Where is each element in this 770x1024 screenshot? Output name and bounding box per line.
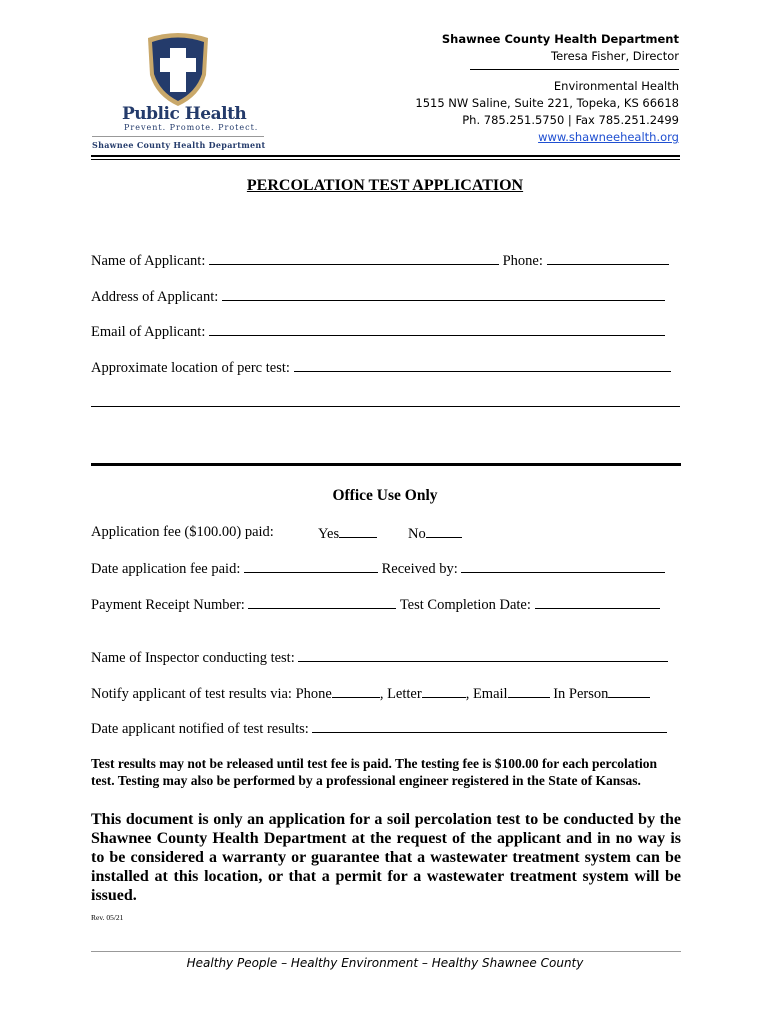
website-link[interactable]: www.shawneehealth.org [538, 130, 679, 144]
email-notify-label: , Email [465, 686, 508, 702]
shield-cross-icon [88, 30, 268, 110]
yes-field[interactable] [339, 524, 377, 538]
logo [88, 30, 268, 152]
applicant-email-field[interactable] [209, 322, 665, 336]
disclaimer-notice: This document is only an application for a soil percolation test to be conducted by the Shawnee County Health Department at the request of the applicant and in no way is to be considered a warranty or guarantee that a wastewater treatment system can be installed at this location, or that a permit for a wastewater treatment system will be issued. [91, 811, 681, 904]
notify-row [91, 684, 650, 703]
applicant-email-label: Email of Applicant: [91, 324, 206, 340]
letter-label: , Letter [379, 686, 422, 702]
phone-label: Phone: [502, 253, 543, 269]
applicant-address-row [91, 287, 665, 306]
fee-yes [318, 524, 377, 543]
received-label: Received by: [381, 561, 458, 577]
notify-label: Notify applicant of test results via: Phone [91, 686, 332, 702]
footer-tagline: Healthy People – Healthy Environment – Healthy Shawnee County [186, 956, 584, 970]
phone-notify-field[interactable] [332, 684, 380, 698]
office-heading: Office Use Only [332, 487, 438, 504]
logo-rule [92, 136, 264, 137]
logo-title: Public Health [122, 104, 247, 124]
header-division: Environmental Health [553, 79, 679, 93]
fee-label: Application fee ($100.00) paid: [91, 524, 274, 540]
applicant-name-label: Name of Applicant: [91, 253, 206, 269]
header-address: 1515 NW Saline, Suite 221, Topeka, KS 66618 [415, 96, 679, 110]
footer-rule [91, 951, 681, 952]
header-divider [470, 69, 679, 70]
notified-label: Date applicant notified of test results: [91, 721, 309, 737]
location-row [91, 358, 671, 377]
logo-dept: Shawnee County Health Department [92, 140, 266, 150]
phone-field[interactable] [547, 251, 669, 265]
logo-tagline: Prevent. Promote. Protect. [124, 123, 259, 132]
received-field[interactable] [461, 559, 665, 573]
receipt-row [91, 595, 660, 614]
inspector-field[interactable] [298, 648, 668, 662]
no-label: No [408, 526, 426, 542]
location-field-line2[interactable] [91, 406, 680, 407]
inspector-label: Name of Inspector conducting test: [91, 650, 295, 666]
receipt-label: Payment Receipt Number: [91, 597, 245, 613]
header-rule-top [91, 155, 680, 157]
applicant-address-label: Address of Applicant: [91, 289, 219, 305]
completion-label: Test Completion Date: [399, 597, 531, 613]
revision-label: Rev. 05/21 [91, 913, 124, 922]
no-field[interactable] [426, 524, 462, 538]
applicant-address-field[interactable] [222, 287, 665, 301]
header-director: Teresa Fisher, Director [551, 49, 679, 63]
inspector-row [91, 648, 668, 667]
fee-notice: Test results may not be released until test fee is paid. The testing fee is $100.00 for each percolation test. Testing may also be performed by a professional engineer registered in the State of Kansas. [91, 756, 657, 788]
applicant-email-row [91, 322, 665, 341]
date-paid-field[interactable] [244, 559, 378, 573]
applicant-name-field[interactable] [209, 251, 499, 265]
letter-notify-field[interactable] [422, 684, 466, 698]
fee-row [91, 524, 274, 541]
applicant-name-row [91, 251, 669, 270]
date-paid-row [91, 559, 665, 578]
header-rule-bottom [91, 159, 680, 160]
location-label: Approximate location of perc test: [91, 360, 290, 376]
header-org: Shawnee County Health Department [441, 32, 679, 46]
yes-label: Yes [318, 526, 340, 542]
email-notify-field[interactable] [508, 684, 550, 698]
inperson-notify-field[interactable] [608, 684, 650, 698]
completion-field[interactable] [535, 595, 660, 609]
header-contact: Ph. 785.251.5750 | Fax 785.251.2499 [462, 113, 679, 127]
notified-row [91, 719, 667, 738]
office-divider [91, 463, 681, 466]
receipt-field[interactable] [248, 595, 396, 609]
notified-field[interactable] [312, 719, 667, 733]
form-title: PERCOLATION TEST APPLICATION [246, 177, 524, 194]
inperson-label: In Person [549, 686, 609, 702]
fee-no [408, 524, 462, 543]
location-field[interactable] [294, 358, 671, 372]
date-paid-label: Date application fee paid: [91, 561, 241, 577]
